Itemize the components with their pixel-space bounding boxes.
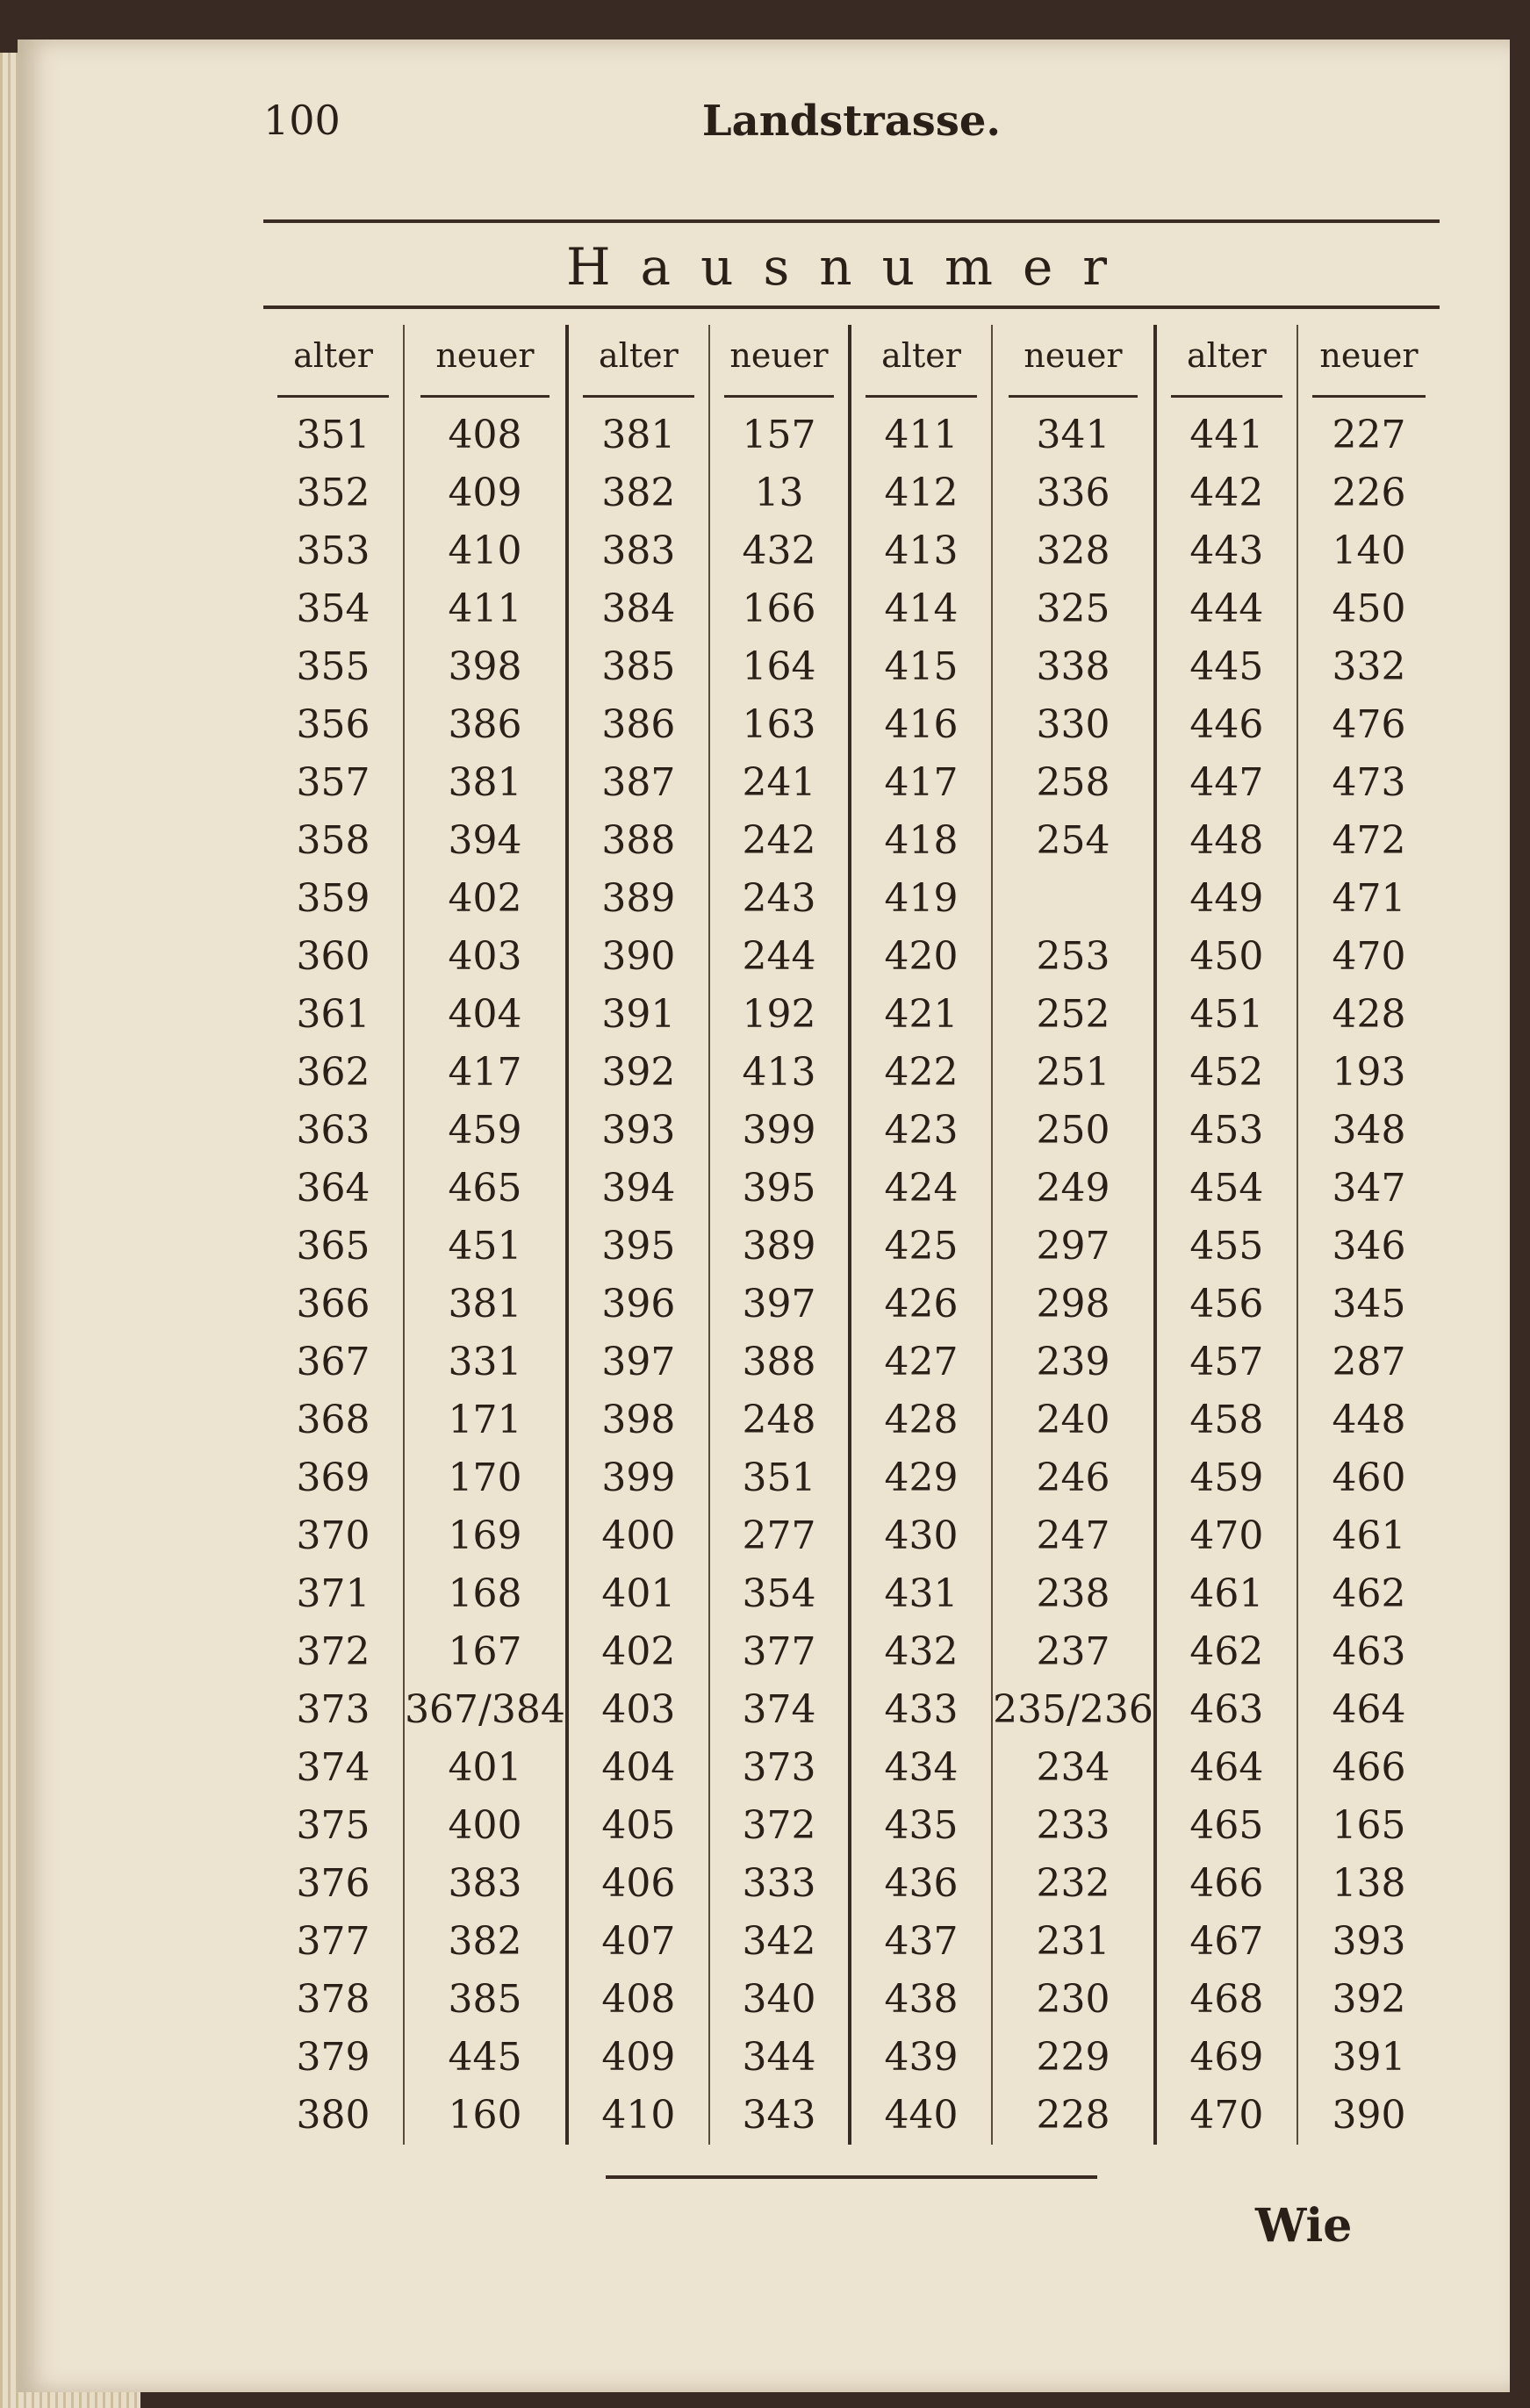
table-cell: 429 (884, 1456, 959, 1500)
table-cell: 384 (601, 586, 676, 631)
table-cell: 439 (884, 2035, 959, 2080)
table-cell: 352 (296, 471, 370, 515)
table-cell: 235/236 (993, 1687, 1153, 1732)
table-cell: 368 (296, 1398, 370, 1442)
table-cell: 373 (296, 1687, 370, 1732)
table-cell: 390 (1332, 2093, 1406, 2138)
table-cell: 404 (601, 1745, 676, 1790)
table-cell: 395 (742, 1166, 816, 1211)
table-cell: 392 (1332, 1977, 1406, 2022)
table-cell: 464 (1332, 1687, 1406, 1732)
table-cell: 240 (1036, 1398, 1110, 1442)
table-cell: 242 (742, 818, 816, 863)
table-column (851, 325, 993, 2145)
table-cell: 231 (1036, 1919, 1110, 1964)
table-cell: 437 (884, 1919, 959, 1964)
table-cell: 253 (1036, 934, 1110, 979)
table-cell: 456 (1189, 1282, 1264, 1326)
table-cell: 338 (1036, 644, 1110, 689)
table-cell: 254 (1036, 818, 1110, 863)
table-cell: 393 (601, 1108, 676, 1153)
title-rule (263, 305, 1440, 309)
table-cell: 411 (448, 586, 522, 631)
table-cell: 426 (884, 1282, 959, 1326)
table-cell: 410 (448, 528, 522, 573)
table-cell: 340 (742, 1977, 816, 2022)
table-cell: 381 (448, 760, 522, 805)
column-header: alter (583, 325, 694, 398)
table-cell: 467 (1189, 1919, 1264, 1964)
table-cell: 461 (1332, 1513, 1406, 1558)
table-cell: 413 (884, 528, 959, 573)
table-cell: 385 (601, 644, 676, 689)
table-column (263, 325, 405, 2145)
table-cell: 331 (448, 1340, 522, 1384)
table-title: Hausnumer (565, 237, 1138, 297)
table-cell: 357 (296, 760, 370, 805)
table-cell: 382 (601, 471, 676, 515)
table-cell: 389 (742, 1224, 816, 1269)
table-cell: 424 (884, 1166, 959, 1211)
table-column (569, 325, 710, 2145)
table-cell: 298 (1036, 1282, 1110, 1326)
table-cell: 287 (1332, 1340, 1406, 1384)
table-cell: 396 (601, 1282, 676, 1326)
column-header: alter (1171, 325, 1282, 398)
table-cell: 230 (1036, 1977, 1110, 2022)
table-cell: 249 (1036, 1166, 1110, 1211)
table-cell: 417 (448, 1050, 522, 1095)
table-cell: 451 (448, 1224, 522, 1269)
table-cell: 450 (1189, 934, 1264, 979)
table-cell: 401 (601, 1571, 676, 1616)
table-cell: 363 (296, 1108, 370, 1153)
table-cell: 342 (742, 1919, 816, 1964)
table-cell: 409 (601, 2035, 676, 2080)
column-header: neuer (420, 325, 549, 398)
table-cell: 336 (1036, 471, 1110, 515)
table-cell: 434 (884, 1745, 959, 1790)
house-number-table (263, 325, 1440, 2138)
table-cell: 414 (884, 586, 959, 631)
catchword: Wie (1255, 2199, 1353, 2253)
table-cell: 241 (742, 760, 816, 805)
table-cell: 365 (296, 1224, 370, 1269)
table-cell: 410 (601, 2093, 676, 2138)
table-column (405, 325, 569, 2145)
table-cell: 354 (296, 586, 370, 631)
table-cell: 247 (1036, 1513, 1110, 1558)
table-cell: 428 (1332, 992, 1406, 1037)
table-cell: 366 (296, 1282, 370, 1326)
table-cell: 441 (1189, 413, 1264, 457)
table-cell: 233 (1036, 1803, 1110, 1848)
table-cell: 394 (448, 818, 522, 863)
table-column (1298, 325, 1440, 2145)
table-cell: 277 (742, 1513, 816, 1558)
table-cell: 446 (1189, 702, 1264, 747)
table-cell: 459 (1189, 1456, 1264, 1500)
table-cell: 470 (1189, 2093, 1264, 2138)
column-header: neuer (1009, 325, 1137, 398)
table-cell: 457 (1189, 1340, 1264, 1384)
table-cell: 345 (1332, 1282, 1406, 1326)
table-cell: 464 (1189, 1745, 1264, 1790)
table-cell: 371 (296, 1571, 370, 1616)
table-cell: 351 (296, 413, 370, 457)
table-cell: 381 (448, 1282, 522, 1326)
table-cell: 416 (884, 702, 959, 747)
table-cell: 391 (1332, 2035, 1406, 2080)
table-cell: 459 (448, 1108, 522, 1153)
table-cell: 380 (296, 2093, 370, 2138)
table-cell: 344 (742, 2035, 816, 2080)
table-cell: 164 (742, 644, 816, 689)
table-cell: 443 (1189, 528, 1264, 573)
table-cell: 413 (742, 1050, 816, 1095)
table-cell: 436 (884, 1861, 959, 1906)
table-cell: 430 (884, 1513, 959, 1558)
table-cell: 387 (601, 760, 676, 805)
table-cell: 351 (742, 1456, 816, 1500)
table-cell: 346 (1332, 1224, 1406, 1269)
column-header: neuer (724, 325, 835, 398)
table-cell: 226 (1332, 471, 1406, 515)
table-cell: 160 (448, 2093, 522, 2138)
table-cell: 469 (1189, 2035, 1264, 2080)
table-cell: 367/384 (405, 1687, 565, 1732)
table-cell: 466 (1189, 1861, 1264, 1906)
table-cell: 372 (296, 1629, 370, 1674)
table-cell: 244 (742, 934, 816, 979)
table-cell: 417 (884, 760, 959, 805)
table-cell: 422 (884, 1050, 959, 1095)
table-cell: 431 (884, 1571, 959, 1616)
table-cell: 476 (1332, 702, 1406, 747)
table-cell: 332 (1332, 644, 1406, 689)
table-cell: 444 (1189, 586, 1264, 631)
table-cell: 192 (742, 992, 816, 1037)
table-cell: 251 (1036, 1050, 1110, 1095)
table-cell: 401 (448, 1745, 522, 1790)
table-cell: 386 (601, 702, 676, 747)
table-cell: 356 (296, 702, 370, 747)
column-header: neuer (1312, 325, 1426, 398)
table-cell: 167 (448, 1629, 522, 1674)
table-cell: 383 (448, 1861, 522, 1906)
table-cell: 170 (448, 1456, 522, 1500)
table-cell: 383 (601, 528, 676, 573)
table-cell: 13 (754, 471, 804, 515)
table-cell: 354 (742, 1571, 816, 1616)
table-cell: 379 (296, 2035, 370, 2080)
table-cell: 358 (296, 818, 370, 863)
table-cell: 328 (1036, 528, 1110, 573)
table-cell: 381 (601, 413, 676, 457)
table-cell: 407 (601, 1919, 676, 1964)
table-column (993, 325, 1157, 2145)
table-cell: 454 (1189, 1166, 1264, 1211)
table-cell: 232 (1036, 1861, 1110, 1906)
table-cell: 385 (448, 1977, 522, 2022)
table-column (1157, 325, 1298, 2145)
table-cell: 386 (448, 702, 522, 747)
table-cell: 400 (601, 1513, 676, 1558)
table-cell: 169 (448, 1513, 522, 1558)
table-cell: 399 (601, 1456, 676, 1500)
table-cell: 471 (1332, 876, 1406, 921)
table-cell: 445 (448, 2035, 522, 2080)
table-cell: 168 (448, 1571, 522, 1616)
table-cell: 455 (1189, 1224, 1264, 1269)
table-cell: 466 (1332, 1745, 1406, 1790)
table-cell: 171 (448, 1398, 522, 1442)
table-cell: 138 (1332, 1861, 1406, 1906)
table-cell: 404 (448, 992, 522, 1037)
table-cell: 418 (884, 818, 959, 863)
table-cell: 465 (1189, 1803, 1264, 1848)
table-cell: 163 (742, 702, 816, 747)
table-cell: 394 (601, 1166, 676, 1211)
table-cell: 402 (448, 876, 522, 921)
table-cell: 397 (601, 1340, 676, 1384)
table-cell: 193 (1332, 1050, 1406, 1095)
table-cell: 398 (448, 644, 522, 689)
table-cell: 369 (296, 1456, 370, 1500)
table-cell: 450 (1332, 586, 1406, 631)
table-cell: 348 (1332, 1108, 1406, 1153)
table-cell: 442 (1189, 471, 1264, 515)
table-cell: 361 (296, 992, 370, 1037)
table-cell: 419 (884, 876, 959, 921)
table-cell: 465 (448, 1166, 522, 1211)
table-cell: 382 (448, 1919, 522, 1964)
table-cell: 341 (1036, 413, 1110, 457)
table-cell: 370 (296, 1513, 370, 1558)
table-cell: 445 (1189, 644, 1264, 689)
table-cell: 428 (884, 1398, 959, 1442)
table-cell: 250 (1036, 1108, 1110, 1153)
table-cell: 238 (1036, 1571, 1110, 1616)
top-rule (263, 219, 1440, 223)
table-cell: 243 (742, 876, 816, 921)
table-cell: 452 (1189, 1050, 1264, 1095)
table-cell: 395 (601, 1224, 676, 1269)
table-cell: 374 (296, 1745, 370, 1790)
table-cell: 360 (296, 934, 370, 979)
table-cell: 473 (1332, 760, 1406, 805)
table-cell: 398 (601, 1398, 676, 1442)
table-cell: 408 (601, 1977, 676, 2022)
table-cell: 412 (884, 471, 959, 515)
table-cell: 460 (1332, 1456, 1406, 1500)
table-cell: 397 (742, 1282, 816, 1326)
table-cell: 364 (296, 1166, 370, 1211)
table-cell: 470 (1189, 1513, 1264, 1558)
table-cell: 420 (884, 934, 959, 979)
table-cell: 406 (601, 1861, 676, 1906)
table-cell: 448 (1332, 1398, 1406, 1442)
table-cell: 447 (1189, 760, 1264, 805)
table-cell: 140 (1332, 528, 1406, 573)
table-cell: 378 (296, 1977, 370, 2022)
table-cell: 408 (448, 413, 522, 457)
footer-rule (606, 2175, 1097, 2179)
table-cell: 252 (1036, 992, 1110, 1037)
table-cell: 438 (884, 1977, 959, 2022)
table-cell: 463 (1332, 1629, 1406, 1674)
table-cell: 246 (1036, 1456, 1110, 1500)
table-cell: 377 (742, 1629, 816, 1674)
table-cell: 330 (1036, 702, 1110, 747)
table-cell: 347 (1332, 1166, 1406, 1211)
table-cell: 440 (884, 2093, 959, 2138)
table-cell: 355 (296, 644, 370, 689)
column-header: alter (277, 325, 389, 398)
table-cell: 353 (296, 528, 370, 573)
table-cell: 432 (884, 1629, 959, 1674)
table-cell: 377 (296, 1919, 370, 1964)
table-cell: 458 (1189, 1398, 1264, 1442)
table-cell: 372 (742, 1803, 816, 1848)
table-cell: 463 (1189, 1687, 1264, 1732)
table-cell: 390 (601, 934, 676, 979)
table-cell: 421 (884, 992, 959, 1037)
table-cell: 432 (742, 528, 816, 573)
column-header: alter (866, 325, 977, 398)
table-cell: 227 (1332, 413, 1406, 457)
table-cell: 400 (448, 1803, 522, 1848)
table-cell: 375 (296, 1803, 370, 1848)
table-cell: 423 (884, 1108, 959, 1153)
table-cell: 448 (1189, 818, 1264, 863)
table-cell: 403 (448, 934, 522, 979)
table-cell: 388 (742, 1340, 816, 1384)
table-cell: 392 (601, 1050, 676, 1095)
table-cell: 433 (884, 1687, 959, 1732)
table-cell: 333 (742, 1861, 816, 1906)
table-cell: 343 (742, 2093, 816, 2138)
table-cell: 374 (742, 1687, 816, 1732)
table-cell: 415 (884, 644, 959, 689)
table-cell: 405 (601, 1803, 676, 1848)
table-cell: 239 (1036, 1340, 1110, 1384)
table-cell: 451 (1189, 992, 1264, 1037)
table-cell: 248 (742, 1398, 816, 1442)
table-cell: 376 (296, 1861, 370, 1906)
table-cell: 453 (1189, 1108, 1264, 1153)
table-cell: 228 (1036, 2093, 1110, 2138)
table-cell: 462 (1332, 1571, 1406, 1616)
table-cell: 409 (448, 471, 522, 515)
table-cell: 229 (1036, 2035, 1110, 2080)
table-cell: 435 (884, 1803, 959, 1848)
table-cell: 393 (1332, 1919, 1406, 1964)
table-cell: 389 (601, 876, 676, 921)
table-cell: 449 (1189, 876, 1264, 921)
table-cell: 403 (601, 1687, 676, 1732)
table-cell: 359 (296, 876, 370, 921)
table-cell: 373 (742, 1745, 816, 1790)
table-column (710, 325, 851, 2145)
page-number: 100 (263, 97, 341, 144)
table-cell: 402 (601, 1629, 676, 1674)
table-cell: 157 (742, 413, 816, 457)
table-cell: 258 (1036, 760, 1110, 805)
table-cell: 461 (1189, 1571, 1264, 1616)
table-cell: 427 (884, 1340, 959, 1384)
table-cell: 391 (601, 992, 676, 1037)
table-cell: 367 (296, 1340, 370, 1384)
table-cell: 165 (1332, 1803, 1406, 1848)
table-cell: 237 (1036, 1629, 1110, 1674)
table-cell: 388 (601, 818, 676, 863)
running-title: Landstrasse. (701, 97, 1002, 146)
table-cell: 470 (1332, 934, 1406, 979)
table-cell: 425 (884, 1224, 959, 1269)
table-cell: 362 (296, 1050, 370, 1095)
table-cell: 297 (1036, 1224, 1110, 1269)
table-cell: 411 (884, 413, 959, 457)
table-cell: 472 (1332, 818, 1406, 863)
page-header (263, 97, 1440, 167)
table-cell: 166 (742, 586, 816, 631)
table-cell: 468 (1189, 1977, 1264, 2022)
table-cell: 462 (1189, 1629, 1264, 1674)
table-cell: 325 (1036, 586, 1110, 631)
table-cell: 399 (742, 1108, 816, 1153)
table-cell: 234 (1036, 1745, 1110, 1790)
